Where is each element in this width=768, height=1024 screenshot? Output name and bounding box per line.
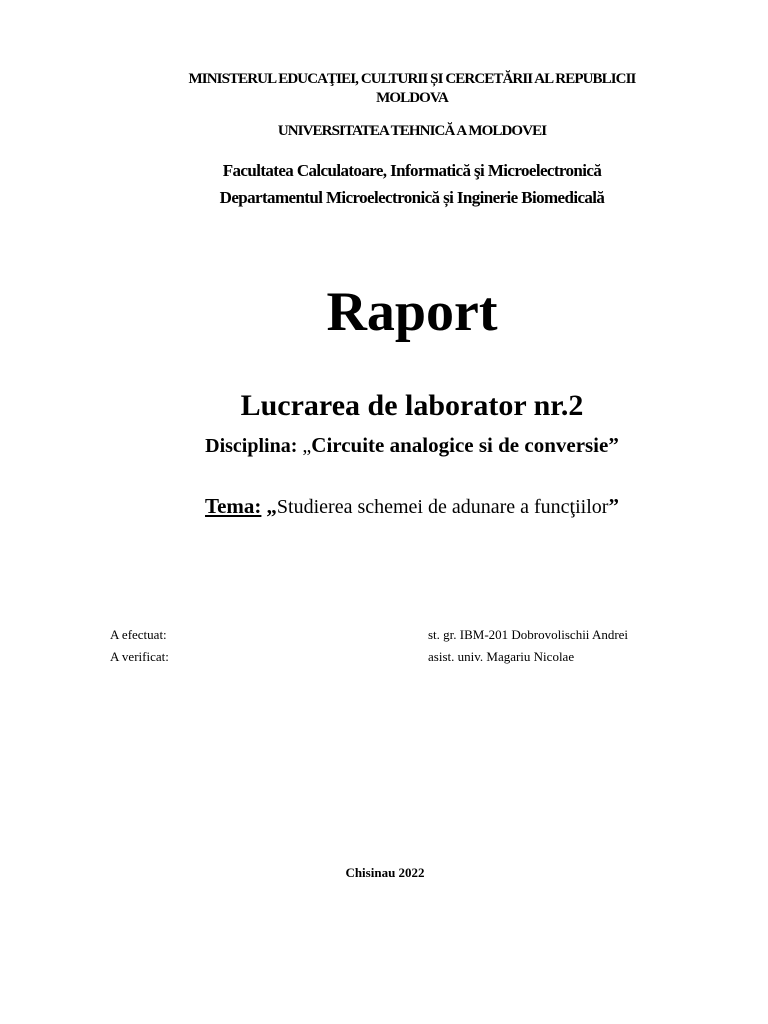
- performed-by-value: st. gr. IBM-201 Dobrovolischii Andrei: [428, 627, 629, 642]
- university-heading: UNIVERSITATEA TEHNICĂ A MOLDOVEI: [277, 123, 547, 139]
- ministry-line-2: MOLDOVA: [376, 90, 448, 106]
- discipline-value: Circuite analogice si de conversie”: [311, 433, 619, 457]
- department-name: Departamentul Microelectronică și Inginerie Biomedicală: [219, 188, 605, 207]
- verified-by-value: asist. univ. Magariu Nicolae: [428, 649, 575, 664]
- discipline-label: Disciplina:: [205, 435, 298, 457]
- ministry-line-1: MINISTERUL EDUCAŢIEI, CULTURII ȘI CERCETĂRII AL REPUBLICII: [188, 71, 636, 87]
- ministry-heading: [112, 70, 712, 108]
- lab-title: Lucrarea de laborator nr.2: [240, 389, 584, 422]
- theme-value: Studierea schemei de adunare a funcţiilor: [276, 496, 609, 518]
- performed-by-label: A efectuat:: [110, 627, 167, 642]
- theme-open-quote: „: [266, 494, 277, 518]
- faculty-name: Facultatea Calculatoare, Informatică şi Microelectronică: [222, 161, 602, 180]
- theme-close-quote: ”: [608, 494, 619, 518]
- discipline-open-quote: „: [302, 435, 312, 457]
- faculty-block: [112, 157, 712, 211]
- verified-by-label: A verificat:: [110, 649, 169, 664]
- discipline-line: [112, 432, 712, 459]
- theme-line: [112, 492, 712, 521]
- report-title: Raport: [326, 281, 498, 343]
- theme-label: Tema:: [205, 494, 262, 518]
- place-year: Chisinau 2022: [345, 865, 425, 880]
